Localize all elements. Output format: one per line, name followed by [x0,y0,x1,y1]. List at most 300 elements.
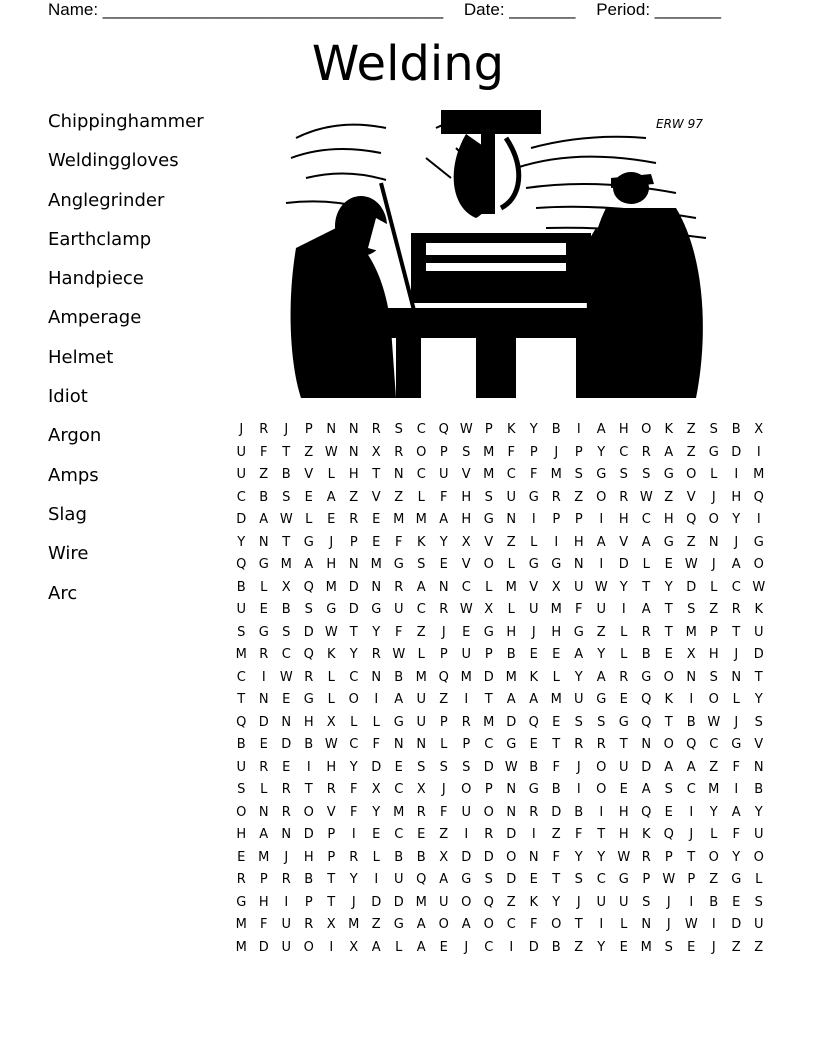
grid-letter: P [529,444,538,460]
grid-letter: T [574,917,583,932]
grid-letter: Y [237,534,246,550]
grid-letter: H [618,804,629,820]
grid-letter: M [640,939,652,955]
grid-letter: U [281,939,291,955]
grid-letter: F [575,827,583,842]
grid-letter: W [662,872,676,887]
grid-letter: Y [439,534,448,550]
grid-letter: B [551,782,561,797]
grid-letter: R [416,804,426,820]
word-list-item: Amperage [48,307,142,329]
grid-letter: X [371,782,381,797]
grid-letter: S [484,872,493,887]
grid-letter: T [304,782,313,797]
grid-letter: A [259,512,269,527]
grid-letter: Q [438,669,449,685]
grid-letter: B [236,579,246,595]
grid-letter: R [259,647,269,662]
grid-letter: C [641,512,651,527]
grid-letter: S [237,782,246,797]
grid-letter: D [731,444,742,460]
grid-letter: R [259,422,269,437]
grid-letter: H [618,512,629,527]
grid-letter: E [619,782,628,797]
grid-letter: E [439,557,448,572]
grid-letter: B [236,737,246,752]
grid-letter: I [689,692,694,707]
grid-letter: J [554,444,559,460]
grid-row [230,712,770,735]
grid-letter: R [259,759,269,775]
grid-letter: E [664,647,673,662]
grid-letter: X [349,939,359,955]
grid-letter: G [641,669,652,685]
grid-letter: R [439,602,449,617]
grid-letter: S [282,489,291,505]
grid-letter: Z [304,444,314,460]
grid-letter: G [551,557,562,572]
grid-letter: N [731,669,742,685]
grid-letter: U [438,894,449,910]
grid-letter: P [349,534,358,550]
grid-letter: U [281,917,291,932]
grid-letter: L [260,579,268,595]
grid-letter: Z [596,624,606,640]
grid-letter: U [236,467,246,482]
grid-letter: I [464,692,469,707]
grid-letter: T [552,737,561,752]
grid-letter: B [731,422,741,437]
grid-letter: B [394,669,404,685]
grid-letter: Y [552,894,561,910]
grid-letter: Y [574,849,583,865]
grid-letter: A [416,939,426,955]
grid-letter: X [281,579,291,595]
grid-letter: F [732,759,740,775]
grid-letter: U [416,692,426,707]
grid-letter: X [686,647,696,662]
grid-letter: M [505,579,517,595]
grid-letter: B [551,422,561,437]
grid-letter: A [326,489,336,505]
grid-letter: T [349,624,358,640]
grid-letter: B [551,939,561,955]
grid-letter: O [506,849,517,865]
grid-letter: A [506,692,516,707]
grid-letter: F [530,917,538,932]
grid-letter: F [440,489,448,505]
grid-letter: U [596,894,606,910]
grid-letter: Q [686,512,697,527]
grid-letter: H [663,512,674,527]
grid-letter: F [552,759,560,775]
grid-letter: W [324,624,338,640]
grid-letter: E [439,939,448,955]
grid-letter: M [235,647,247,662]
grid-row [230,779,770,802]
grid-letter: D [483,669,494,685]
grid-letter: O [686,467,697,482]
grid-letter: Z [394,489,404,505]
grid-letter: Q [641,804,652,820]
grid-letter: R [641,444,651,460]
grid-letter: H [303,714,314,730]
grid-letter: T [597,827,606,842]
grid-letter: L [327,669,335,685]
grid-letter: Q [236,557,247,572]
grid-letter: L [710,579,718,595]
grid-letter: F [350,804,358,820]
grid-letter: M [280,557,292,572]
grid-letter: R [619,489,629,505]
grid-letter: F [260,444,268,460]
grid-letter: N [393,737,404,752]
grid-letter: L [260,782,268,797]
grid-letter: I [689,894,694,910]
grid-letter: T [754,669,763,685]
grid-letter: S [394,422,403,437]
grid-letter: D [506,714,517,730]
grid-letter: B [506,647,516,662]
grid-letter: D [371,759,382,775]
grid-letter: L [485,579,493,595]
grid-letter: F [395,534,403,550]
word-list-item: Earthclamp [48,228,152,250]
grid-letter: E [394,759,403,775]
grid-letter: B [281,602,291,617]
grid-letter: Y [597,444,606,460]
grid-letter: M [325,579,337,595]
grid-letter: S [709,422,718,437]
grid-letter: O [641,422,652,437]
grid-letter: R [304,669,314,685]
grid-row [230,487,770,510]
grid-letter: N [753,759,764,775]
grid-letter: K [641,827,651,842]
grid-letter: A [574,647,584,662]
grid-letter: Q [438,422,449,437]
grid-letter: I [351,827,356,842]
grid-letter: P [574,512,583,527]
grid-letter: Z [551,827,561,842]
grid-letter: G [528,489,539,505]
grid-letter: E [304,489,313,505]
grid-letter: J [734,534,739,550]
grid-letter: V [686,489,696,505]
grid-letter: K [529,669,539,685]
grid-letter: B [304,737,314,752]
grid-letter: L [372,849,380,865]
grid-letter: C [236,489,246,505]
grid-letter: J [329,534,334,550]
grid-letter: O [438,917,449,932]
grid-letter: I [374,872,379,887]
grid-letter: R [461,714,471,730]
grid-letter: M [753,467,765,482]
grid-letter: W [279,669,293,685]
grid-letter: G [528,557,539,572]
grid-letter: M [393,804,405,820]
grid-letter: S [754,714,763,730]
grid-letter: G [303,534,314,550]
grid-letter: G [483,512,494,527]
grid-letter: D [483,759,494,775]
grid-letter: V [529,579,539,595]
grid-letter: O [303,804,314,820]
grid-letter: D [348,579,359,595]
grid-letter: P [259,872,268,887]
grid-letter: L [620,917,628,932]
grid-letter: L [530,534,538,550]
grid-letter: A [596,534,606,550]
grid-letter: M [550,602,562,617]
grid-letter: W [684,917,698,932]
grid-letter: S [687,602,696,617]
grid-letter: O [596,759,607,775]
grid-letter: B [394,849,404,865]
grid-letter: A [664,759,674,775]
grid-letter: R [281,782,291,797]
grid-letter: Y [732,849,741,865]
grid-letter: O [236,804,247,820]
word-list [48,110,204,621]
grid-letter: P [574,444,583,460]
grid-letter: J [531,624,536,640]
grid-letter: D [506,872,517,887]
grid-letter: K [529,894,539,910]
grid-letter: D [641,759,652,775]
grid-letter: N [686,669,697,685]
grid-letter: J [711,939,716,955]
grid-row [230,532,770,555]
grid-letter: I [329,939,334,955]
grid-letter: C [484,939,494,955]
grid-letter: P [439,647,448,662]
grid-letter: M [415,669,427,685]
grid-letter: Q [686,737,697,752]
grid-letter: J [284,422,289,437]
grid-letter: A [664,444,674,460]
grid-letter: D [371,894,382,910]
grid-letter: P [462,737,471,752]
grid-letter: U [573,692,584,707]
grid-letter: P [327,849,336,865]
grid-letter: G [393,917,404,932]
grid-letter: S [642,894,651,910]
grid-letter: V [619,534,629,550]
grid-letter: A [731,557,741,572]
grid-row [230,847,770,870]
grid-row [230,802,770,825]
grid-letter: E [664,557,673,572]
grid-letter: L [710,467,718,482]
grid-letter: M [483,467,495,482]
name-field-label: Name: ____________________________________ [48,0,444,19]
grid-letter: K [326,647,336,662]
grid-letter: G [393,714,404,730]
grid-letter: A [439,872,449,887]
grid-letter: G [731,737,742,752]
grid-letter: I [374,692,379,707]
grid-letter: B [709,894,719,910]
grid-letter: Z [574,939,584,955]
grid-letter: S [282,624,291,640]
grid-letter: D [258,939,269,955]
grid-letter: T [664,714,673,730]
grid-letter: P [304,894,313,910]
grid-letter: I [711,917,716,932]
grid-letter: B [416,849,426,865]
grid-letter: E [619,939,628,955]
grid-letter: R [574,737,584,752]
grid-row [230,892,770,915]
grid-letter: S [439,759,448,775]
grid-letter: A [416,917,426,932]
grid-letter: M [415,894,427,910]
grid-letter: Z [439,827,449,842]
grid-letter: W [752,579,766,595]
grid-letter: M [708,782,720,797]
grid-letter: J [689,827,694,842]
grid-letter: G [483,624,494,640]
grid-row [230,419,770,442]
word-list-item: Wire [48,543,89,565]
grid-letter: S [642,467,651,482]
grid-letter: G [663,467,674,482]
grid-letter: O [303,939,314,955]
grid-letter: C [394,782,404,797]
grid-letter: A [461,917,471,932]
grid-letter: N [348,557,359,572]
grid-letter: N [258,534,269,550]
grid-letter: U [753,624,764,640]
grid-letter: M [550,692,562,707]
grid-letter: H [551,624,562,640]
grid-letter: L [620,647,628,662]
grid-row [230,667,770,690]
grid-letter: O [551,917,562,932]
grid-letter: W [707,714,721,730]
grid-letter: E [417,827,426,842]
grid-letter: H [618,827,629,842]
grid-letter: O [596,489,607,505]
grid-letter: X [439,849,449,865]
grid-letter: S [664,782,673,797]
grid-row [230,622,770,645]
grid-letter: Y [372,624,381,640]
grid-letter: M [483,714,495,730]
grid-letter: T [237,692,246,707]
grid-letter: Q [303,579,314,595]
grid-letter: I [306,759,311,775]
grid-letter: H [461,489,472,505]
grid-letter: Y [349,872,358,887]
grid-letter: M [415,512,427,527]
grid-letter: C [236,669,246,685]
grid-letter: G [753,534,764,550]
grid-letter: M [235,939,247,955]
grid-letter: A [596,422,606,437]
grid-letter: S [574,467,583,482]
grid-row [230,824,770,847]
grid-row [230,554,770,577]
grid-letter: Y [529,422,538,437]
grid-letter: W [504,759,518,775]
grid-letter: P [552,512,561,527]
grid-row [230,509,770,532]
grid-letter: G [461,872,472,887]
grid-letter: Q [528,714,539,730]
grid-letter: A [304,557,314,572]
grid-letter: O [708,692,719,707]
grid-letter: X [371,444,381,460]
grid-letter: L [305,512,313,527]
grid-letter: F [507,444,515,460]
grid-letter: H [326,557,337,572]
grid-letter: A [596,669,606,685]
grid-letter: P [327,827,336,842]
grid-letter: Z [416,624,426,640]
grid-letter: U [573,579,584,595]
grid-letter: A [529,692,539,707]
grid-letter: N [348,422,359,437]
grid-letter: D [303,624,314,640]
grid-letter: L [552,669,560,685]
grid-letter: W [279,512,293,527]
grid-letter: T [552,872,561,887]
grid-letter: E [282,759,291,775]
grid-letter: B [574,804,584,820]
grid-letter: R [281,872,291,887]
grid-letter: E [529,737,538,752]
grid-letter: I [756,444,761,460]
grid-letter: S [462,444,471,460]
grid-letter: L [372,714,380,730]
grid-letter: Q [753,489,764,505]
grid-letter: W [324,737,338,752]
grid-letter: S [462,759,471,775]
word-list-item: Weldinggloves [48,150,179,172]
grid-letter: O [461,894,472,910]
grid-letter: O [348,692,359,707]
grid-letter: K [664,422,674,437]
grid-letter: B [259,489,269,505]
header-fields [48,0,721,20]
grid-letter: F [440,804,448,820]
grid-row [230,577,770,600]
grid-letter: T [619,737,628,752]
grid-letter: A [641,534,651,550]
word-list-item: Argon [48,425,102,447]
grid-letter: Z [439,692,449,707]
grid-letter: Z [686,444,696,460]
grid-letter: S [574,872,583,887]
grid-letter: A [641,782,651,797]
grid-letter: D [753,647,764,662]
grid-letter: K [664,692,674,707]
grid-letter: M [348,917,360,932]
grid-letter: Z [686,422,696,437]
grid-row [230,644,770,667]
grid-letter: J [441,782,446,797]
grid-letter: L [710,827,718,842]
grid-letter: F [395,624,403,640]
grid-letter: L [755,872,763,887]
grid-letter: S [417,557,426,572]
grid-letter: W [684,557,698,572]
grid-letter: R [371,647,381,662]
grid-letter: Y [372,804,381,820]
